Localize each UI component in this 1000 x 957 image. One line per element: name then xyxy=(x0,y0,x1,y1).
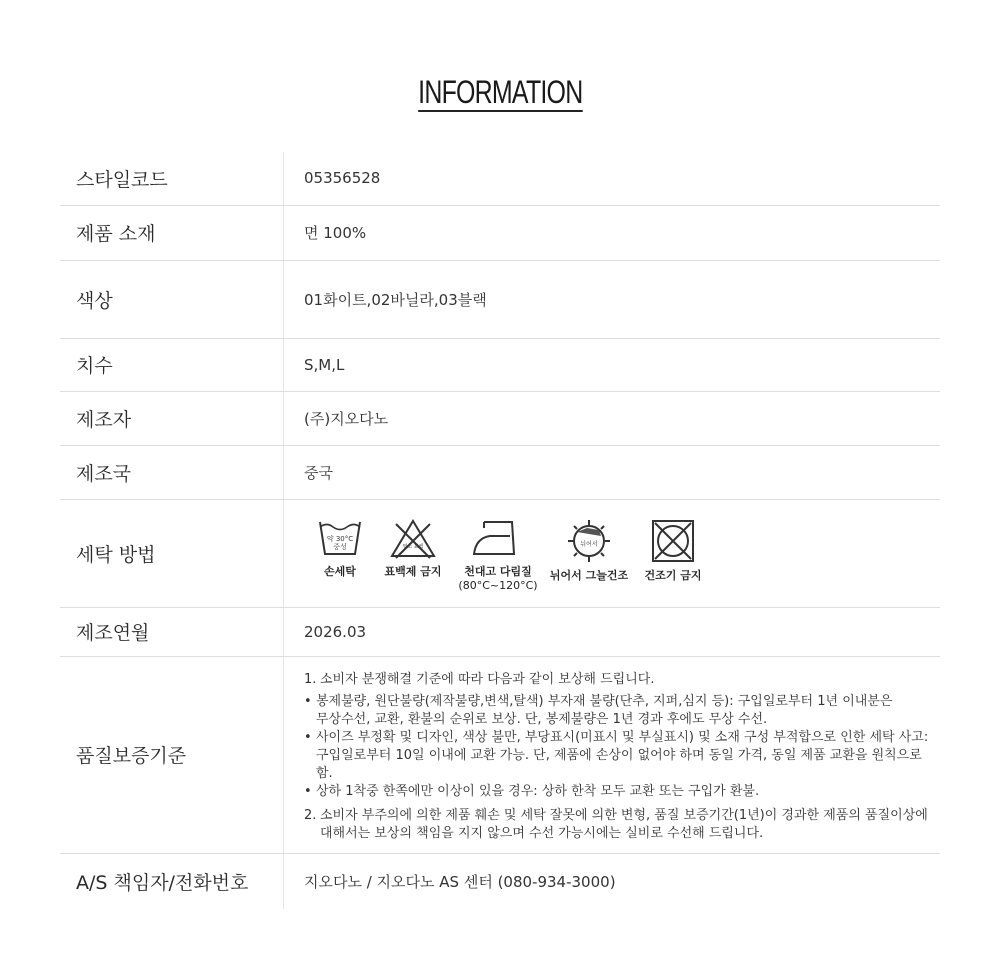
row-color xyxy=(60,260,940,338)
caption-hand-wash: 손세탁 xyxy=(324,564,356,578)
row-country xyxy=(60,445,940,499)
row-maker xyxy=(60,391,940,445)
warranty-text xyxy=(304,657,940,853)
warranty-bullet-line: 무상수선, 교환, 환불의 순위로 보상. 단, 봉제불량은 1년 경과 후에도 무상 수선. xyxy=(316,711,768,727)
value-country: 중국 xyxy=(284,445,941,499)
care-no-bleach xyxy=(378,518,448,579)
caption-iron: 천대고 다림질 xyxy=(464,564,532,578)
care-flat-dry xyxy=(544,518,634,583)
no-bleach-icon xyxy=(388,518,438,560)
row-material xyxy=(60,205,940,260)
no-tumble-dry-icon xyxy=(650,518,696,564)
page-title: INFORMATION xyxy=(417,74,583,110)
label-color: 색상 xyxy=(60,260,284,338)
hand-wash-icon xyxy=(317,518,363,560)
warranty-bullet-line: • 사이즈 부정확 및 디자인, 색상 불만, 부당표시(미표시 및 부실표시) 및 소재 구성 부적합으로 인한 세탁 사고: xyxy=(316,729,929,745)
label-date: 제조연월 xyxy=(60,607,284,656)
warranty-item-1 xyxy=(304,671,940,689)
row-as xyxy=(60,853,940,909)
no-bleach-inner: 염소 표백 xyxy=(402,543,424,550)
title-wrap xyxy=(0,74,1000,112)
value-date: 2026.03 xyxy=(284,607,941,656)
warranty-bullets xyxy=(304,693,940,801)
label-maker: 제조자 xyxy=(60,391,284,445)
warranty-bullet-line: • 봉제불량, 원단불량(제작불량,변색,탈색) 부자재 불량(단추, 지퍼,심지 등): 구입일로부터 1년 이내분은 xyxy=(316,693,893,709)
label-warranty: 품질보증기준 xyxy=(60,656,284,853)
caption-no-bleach: 표백제 금지 xyxy=(384,564,442,578)
warranty-bullet-line: • 상하 1착중 한쪽에만 이상이 있을 경우: 상하 한착 모두 교환 또는 구입가 환불. xyxy=(316,783,760,799)
hand-wash-detergent: 중성 xyxy=(333,542,347,551)
value-style-code: 05356528 xyxy=(284,152,941,205)
warranty-bullet xyxy=(304,729,940,783)
value-maker: (주)지오다노 xyxy=(284,391,941,445)
warranty-item-2-num: 2. xyxy=(304,807,317,823)
caption-flat-dry: 뉘어서 그늘건조 xyxy=(549,568,629,582)
warranty-bullet xyxy=(304,693,940,729)
label-as: A/S 책임자/전화번호 xyxy=(60,853,284,909)
warranty-item-1-num: 1. xyxy=(304,671,317,687)
warranty-item-2-line-2: 대해서는 보상의 책임을 지지 않으며 수선 가능시에는 실비로 수선해 드립니다. xyxy=(320,825,764,841)
row-care xyxy=(60,499,940,607)
label-care: 세탁 방법 xyxy=(60,499,284,607)
warranty-bullet-line: 구입일로부터 10일 이내에 교환 가능. 단, 제품에 손상이 없어야 하며 동일 가격, 동일 제품 교환을 원칙으로 함. xyxy=(316,747,922,781)
row-style-code xyxy=(60,152,940,205)
care-hand-wash xyxy=(308,518,372,579)
care-iron xyxy=(454,518,542,593)
warranty-item-1-text: 소비자 분쟁해결 기준에 따라 다음과 같이 보상해 드립니다. xyxy=(320,671,655,687)
value-color: 01화이트,02바닐라,03블랙 xyxy=(284,260,941,338)
caption-iron-temp: (80°C~120°C) xyxy=(458,578,538,592)
row-date xyxy=(60,607,940,656)
label-material: 제품 소재 xyxy=(60,205,284,260)
caption-no-tumble: 건조기 금지 xyxy=(644,568,702,582)
label-style-code: 스타일코드 xyxy=(60,152,284,205)
flat-dry-inner: 뉘어서 xyxy=(580,540,598,548)
info-table xyxy=(60,152,940,909)
value-warranty xyxy=(284,656,941,853)
warranty-bullet xyxy=(304,783,940,801)
label-size: 치수 xyxy=(60,338,284,391)
care-no-tumble xyxy=(640,518,706,583)
warranty-item-2 xyxy=(304,807,940,825)
value-material: 면 100% xyxy=(284,205,941,260)
value-size: S,M,L xyxy=(284,338,941,391)
label-country: 제조국 xyxy=(60,445,284,499)
flat-dry-shade-icon xyxy=(565,518,613,564)
row-warranty xyxy=(60,656,940,853)
hand-wash-temp: 약 30°C xyxy=(326,534,354,543)
care-icons xyxy=(304,514,940,593)
value-care xyxy=(284,499,941,607)
row-size xyxy=(60,338,940,391)
value-as: 지오다노 / 지오다노 AS 센터 (080-934-3000) xyxy=(304,872,616,891)
iron-icon xyxy=(470,518,526,560)
warranty-item-2-line-1: 소비자 부주의에 의한 제품 훼손 및 세탁 잘못에 의한 변형, 품질 보증기간(1년)이 경과한 제품의 품질이상에 xyxy=(320,807,928,823)
